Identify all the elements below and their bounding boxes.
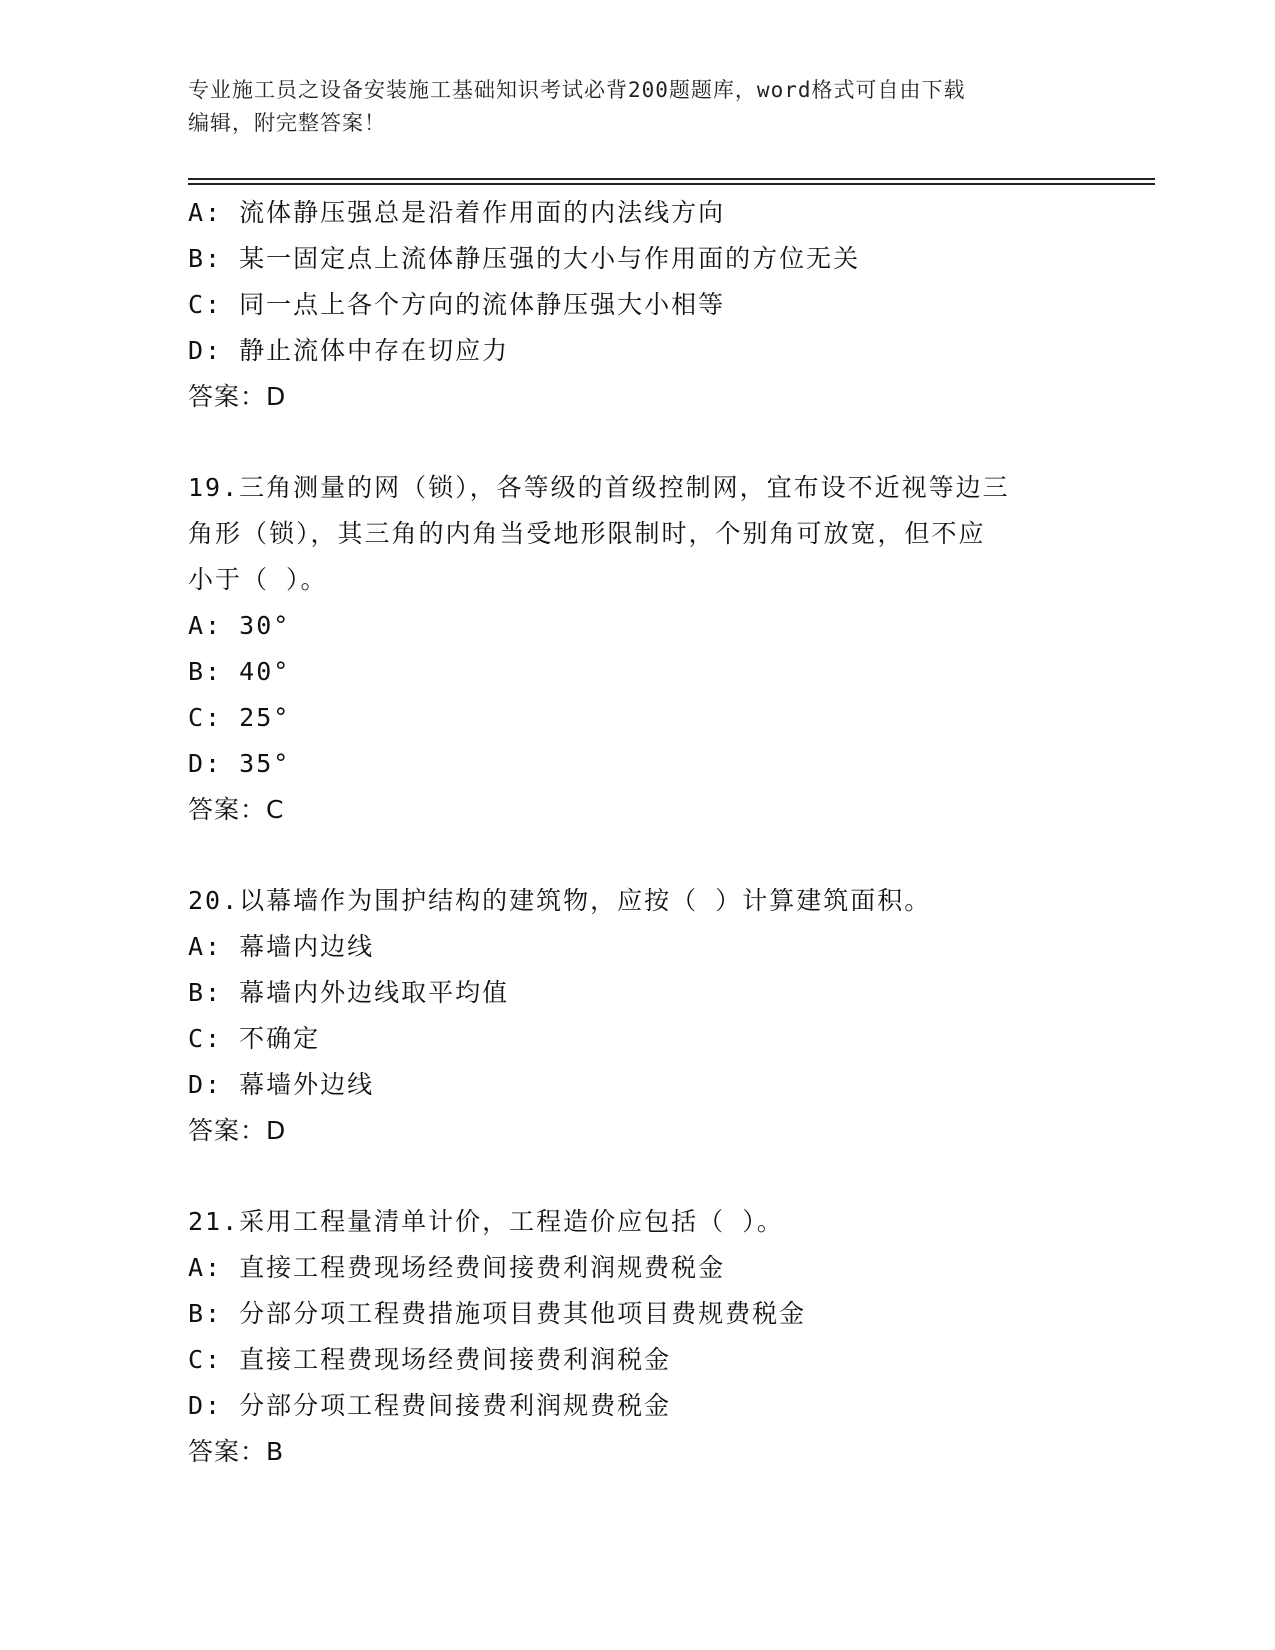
header-line-1: 专业施工员之设备安装施工基础知识考试必背200题题库，word格式可自由下载 xyxy=(188,78,966,102)
question-stem-line: 20.以幕墙作为围护结构的建筑物，应按（ ）计算建筑面积。 xyxy=(188,886,932,915)
option-b: B: 40° xyxy=(188,657,291,686)
spacer xyxy=(188,420,1088,465)
header-divider-bottom xyxy=(188,183,1155,185)
question-19 xyxy=(188,465,1088,833)
option-c: C: 同一点上各个方向的流体静压强大小相等 xyxy=(188,290,726,319)
option-b: B: 某一固定点上流体静压强的大小与作用面的方位无关 xyxy=(188,244,861,273)
question-18 xyxy=(188,190,1088,420)
answer-line: 答案：D xyxy=(188,1116,287,1145)
option-c: C: 25° xyxy=(188,703,291,732)
option-c: C: 直接工程费现场经费间接费利润税金 xyxy=(188,1345,672,1374)
answer-line: 答案：B xyxy=(188,1437,285,1466)
option-d: D: 35° xyxy=(188,749,291,778)
question-stem-line: 角形（锁），其三角的内角当受地形限制时，个别角可放宽，但不应 xyxy=(188,519,986,548)
question-20 xyxy=(188,878,1088,1154)
option-d: D: 幕墙外边线 xyxy=(188,1070,375,1099)
question-21 xyxy=(188,1199,1088,1475)
page-header xyxy=(188,74,1088,140)
answer-line: 答案：D xyxy=(188,382,287,411)
question-stem-line: 小于（ ）。 xyxy=(188,565,328,594)
option-b: B: 幕墙内外边线取平均值 xyxy=(188,978,510,1007)
option-b: B: 分部分项工程费措施项目费其他项目费规费税金 xyxy=(188,1299,807,1328)
question-stem-line: 21.采用工程量清单计价，工程造价应包括（ ）。 xyxy=(188,1207,784,1236)
option-d: D: 静止流体中存在切应力 xyxy=(188,336,510,365)
option-a: A: 30° xyxy=(188,611,291,640)
question-stem-line: 19.三角测量的网（锁），各等级的首级控制网，宜布设不近视等边三 xyxy=(188,473,1010,502)
option-a: A: 幕墙内边线 xyxy=(188,932,375,961)
option-c: C: 不确定 xyxy=(188,1024,321,1053)
option-a: A: 流体静压强总是沿着作用面的内法线方向 xyxy=(188,198,726,227)
answer-line: 答案：C xyxy=(188,795,285,824)
option-a: A: 直接工程费现场经费间接费利润规费税金 xyxy=(188,1253,726,1282)
header-divider-top xyxy=(188,178,1155,180)
spacer xyxy=(188,1154,1088,1199)
option-d: D: 分部分项工程费间接费利润规费税金 xyxy=(188,1391,672,1420)
question-content xyxy=(188,190,1088,1475)
header-line-2: 编辑，附完整答案！ xyxy=(188,111,386,135)
spacer xyxy=(188,833,1088,878)
